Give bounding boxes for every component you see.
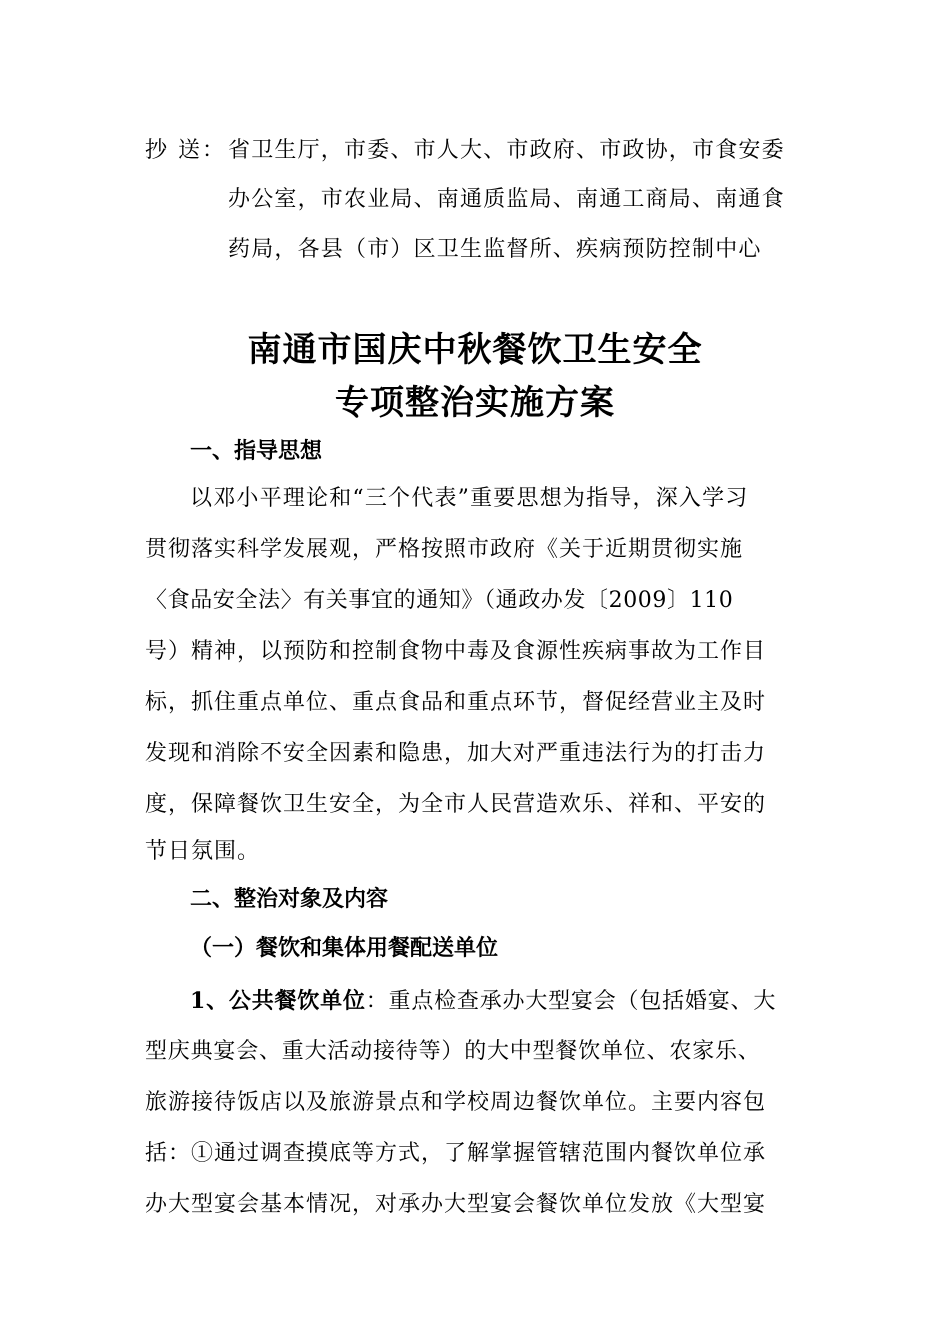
document-title-line2: 专项整治实施方案 bbox=[335, 383, 615, 423]
document-title-line1: 南通市国庆中秋餐饮卫生安全 bbox=[247, 330, 703, 370]
paragraph-line: 标，抓住重点单位、重点食品和重点环节，督促经营业主及时 bbox=[145, 690, 767, 715]
item-colon: ： bbox=[365, 989, 389, 1014]
paragraph-line: 以邓小平理论和“三个代表”重要思想为指导，深入学习 bbox=[190, 486, 749, 511]
item-label: 1、公共餐饮单位 bbox=[190, 988, 366, 1014]
paragraph-line: 〈食品安全法〉有关事宜的通知》（通政办发〔2009〕110 bbox=[145, 588, 734, 613]
section-heading: 二、整治对象及内容 bbox=[190, 886, 389, 912]
section-heading: 一、指导思想 bbox=[190, 438, 323, 464]
item-text: 重点检查承办大型宴会（包括婚宴、大 bbox=[388, 989, 777, 1014]
paragraph-line: 度，保障餐饮卫生安全，为全市人民营造欢乐、祥和、平安的 bbox=[145, 792, 767, 817]
paragraph-line: 旅游接待饭店以及旅游景点和学校周边餐饮单位。主要内容包 bbox=[145, 1090, 767, 1115]
cc-label: 抄 送： bbox=[145, 138, 226, 163]
paragraph-line: 号）精神，以预防和控制食物中毒及食源性疾病事故为工作目 bbox=[145, 639, 767, 664]
cc-line: 药局，各县（市）区卫生监督所、疾病预防控制中心 bbox=[228, 237, 762, 262]
paragraph-line: 发现和消除不安全因素和隐患，加大对严重违法行为的打击力 bbox=[145, 741, 767, 766]
paragraph-line: 办大型宴会基本情况，对承办大型宴会餐饮单位发放《大型宴 bbox=[145, 1192, 767, 1217]
cc-line: 办公室，市农业局、南通质监局、南通工商局、南通食 bbox=[228, 187, 785, 212]
paragraph-line: 节日氛围。 bbox=[145, 839, 261, 864]
subsection-heading: （一）餐饮和集体用餐配送单位 bbox=[190, 935, 499, 961]
paragraph-line: 型庆典宴会、重大活动接待等）的大中型餐饮单位、农家乐、 bbox=[145, 1039, 761, 1064]
cc-line: 省卫生厅，市委、市人大、市政府、市政协，市食安委 bbox=[228, 138, 785, 163]
paragraph-line: 括：①通过调查摸底等方式，了解掌握管辖范围内餐饮单位承 bbox=[145, 1141, 767, 1166]
paragraph-line: 贯彻落实科学发展观，严格按照市政府《关于近期贯彻实施 bbox=[145, 537, 744, 562]
paragraph-line bbox=[190, 986, 776, 1017]
